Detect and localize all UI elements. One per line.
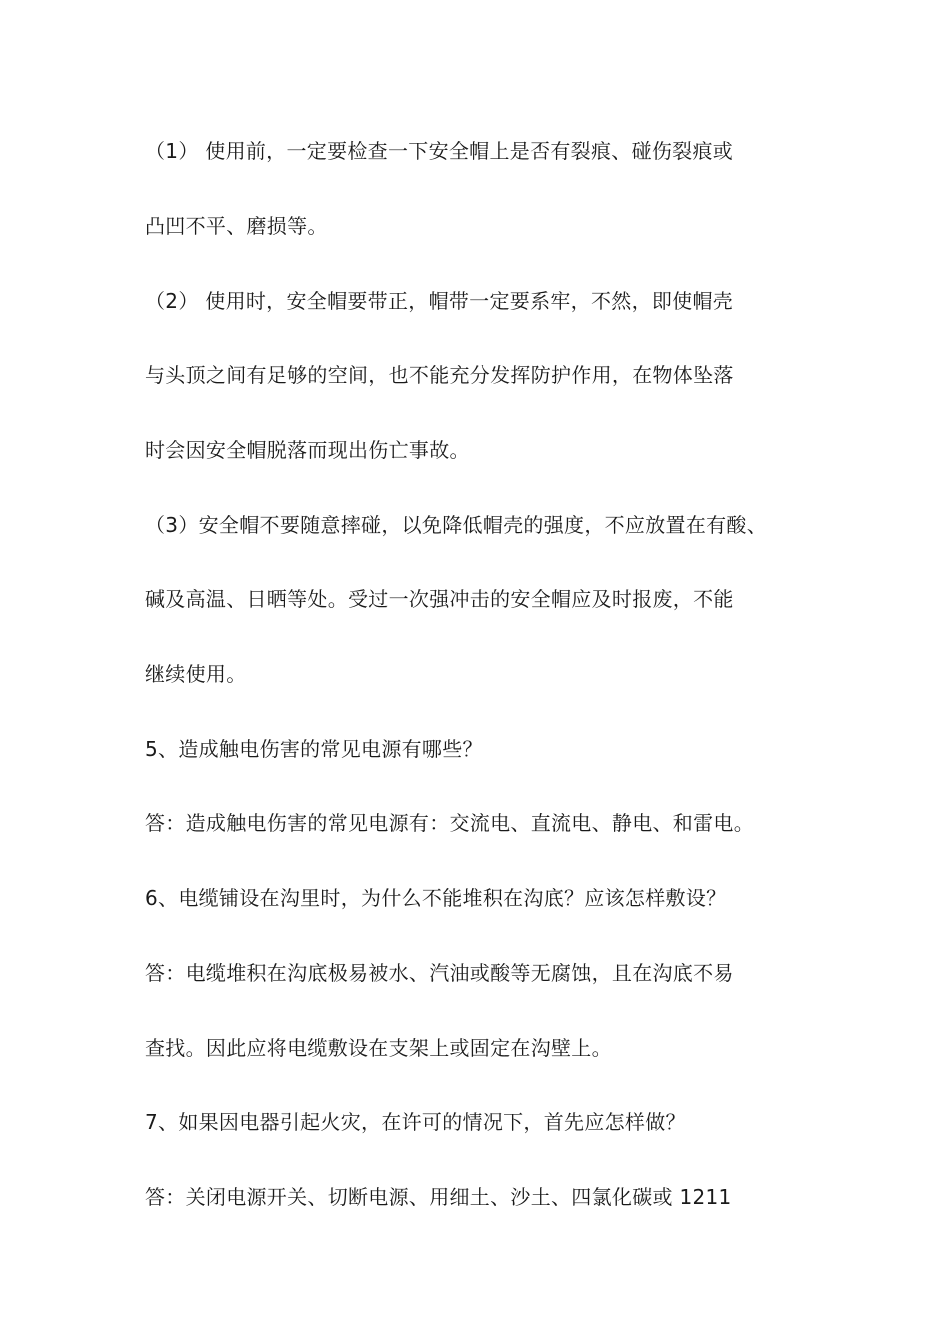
answer-text: 答：造成触电伤害的常见电源有：交流电、直流电、静电、和雷电。 [145, 811, 754, 835]
answer-text: 查找。因此应将电缆敷设在支架上或固定在沟壁上。 [145, 1036, 612, 1060]
text-line: 凸凹不平、磨损等。 [145, 214, 328, 238]
question-heading: 5、造成触电伤害的常见电源有哪些？ [145, 737, 483, 761]
text-line: 时会因安全帽脱落而现出伤亡事故。 [145, 438, 470, 462]
question-heading: 7、如果因电器引起火灾，在许可的情况下，首先应怎样做？ [145, 1110, 686, 1134]
text-line: 碱及高温、日晒等处。受过一次强冲击的安全帽应及时报废，不能 [145, 587, 734, 611]
text-line: 继续使用。 [145, 662, 247, 686]
answer-text: 答：关闭电源开关、切断电源、用细土、沙土、四氯化碳或 1211 [145, 1185, 732, 1209]
text-line: （2） 使用时，安全帽要带正，帽带一定要系牢，不然，即使帽壳 [145, 289, 734, 313]
text-line: （1） 使用前，一定要检查一下安全帽上是否有裂痕、碰伤裂痕或 [145, 139, 734, 163]
answer-text: 答：电缆堆积在沟底极易被水、汽油或酸等无腐蚀，且在沟底不易 [145, 961, 734, 985]
question-heading: 6、电缆铺设在沟里时，为什么不能堆积在沟底？应该怎样敷设？ [145, 886, 727, 910]
text-line: （3）安全帽不要随意摔碰，以免降低帽壳的强度，不应放置在有酸、 [145, 513, 768, 537]
text-line: 与头顶之间有足够的空间，也不能充分发挥防护作用，在物体坠落 [145, 363, 734, 387]
